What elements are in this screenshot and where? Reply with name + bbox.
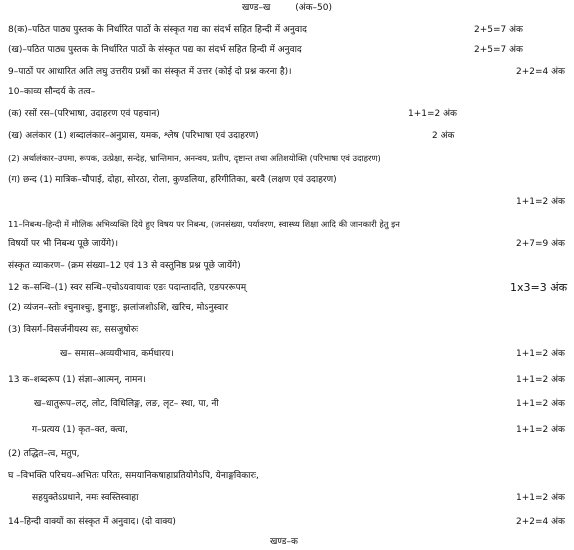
line-14: 14–हिन्दी वाक्यों का संस्कृत में अनुवाद। (दो वाक्य) — [8, 517, 176, 527]
line-12a3: (3) विसर्ग–विसर्जनीयस्य सः, ससजुषोरुः — [8, 325, 139, 335]
line-10c: (ग) छन्द (1) मात्रिक–चौपाई, दोहा, सोरठा, रोला, कुण्डलिया, हरिगीतिका, बरवै (लक्षण एवं उदाहरण) — [8, 175, 337, 185]
marks-13a: 1+1=2 अंक — [516, 375, 565, 385]
marks-8a: 2+5=7 अंक — [474, 25, 523, 35]
marks-12a: 1x3=3 अंक — [510, 281, 568, 294]
marks-10b: 2 अंक — [432, 131, 455, 141]
line-13b: ख–धातुरूप–लट्, लोट, विधिलिङ्ग, लङ, लृट– स्था, पा, नी — [34, 399, 219, 409]
marks-13b: 1+1=2 अंक — [516, 399, 565, 409]
line-13c2: (2) तद्धित–त्व, मतुप, — [8, 449, 80, 459]
footer-section-title: खण्ड–क — [270, 537, 298, 547]
marks-12b: 1+1=2 अंक — [516, 349, 565, 359]
line-10b: (ख) अलंकार (1) शब्दालंकार–अनुप्रास, यमक, श्लेष (परिभाषा एवं उदाहरण) — [8, 131, 259, 141]
line-13d2: सहयुक्तेऽप्रधाने, नमः स्वस्तिस्वाहा — [32, 493, 139, 503]
marks-13d: 1+1=2 अंक — [516, 493, 565, 503]
section-title: खण्ड–ख — [242, 3, 271, 13]
line-grammar-heading: संस्कृत व्याकरण– (क्रम संख्या–12 एवं 13 से वस्तुनिष्ठ प्रश्न पूछे जायेंगे) — [8, 261, 241, 271]
section-marks-total: (अंक–50) — [295, 3, 332, 13]
marks-13c: 1+1=2 अंक — [516, 425, 565, 435]
marks-11: 2+7=9 अंक — [516, 239, 565, 249]
line-11: 11–निबन्ध–हिन्दी में मौलिक अभिव्यक्ति दिये हुए विषय पर निबन्ध, (जनसंख्या, पर्यावरण, स्वास्थ्य शिक्षा आदि की जानकारी हेतु इन — [8, 219, 400, 229]
line-10: 10–काव्य सौन्दर्य के तत्व– — [8, 87, 96, 97]
marks-9: 2+2=4 अंक — [516, 67, 565, 77]
line-12a: 12 क–सन्धि–(1) स्वर सन्धि–एचोऽयवायावः एङः पदान्तादति, एङपररूपम् — [8, 283, 247, 293]
line-10a: (क) रसों रस–(परिभाषा, उदाहरण एवं पहचान) — [8, 109, 160, 119]
section-heading — [242, 4, 332, 14]
marks-8b: 2+5=7 अंक — [474, 45, 523, 55]
marks-10c: 1+1=2 अंक — [516, 197, 565, 207]
line-10b2: (2) अर्थालंकार–उपमा, रूपक, उत्प्रेक्षा, सन्देह, भ्रान्तिमान, अनन्वय, प्रतीप, दृष्टान्त तथा अतिशयोक्ति (परिभाषा एवं उदाहरण) — [8, 153, 381, 163]
line-11b: विषयों पर भी निबन्ध पूछे जायेंगे)। — [8, 239, 118, 249]
line-8a: 8(क)–पठित पाठ्य पुस्तक के निर्धारित पाठों के संस्कृत गद्य का संदर्भ सहित हिन्दी में अनुवाद — [8, 25, 307, 35]
line-13a: 13 क–शब्दरूप (1) संज्ञा–आत्मन्, नामन। — [8, 375, 146, 385]
line-13c: ग–प्रत्यय (1) कृत–क्त, क्त्वा, — [32, 425, 128, 435]
line-12a2: (2) व्यंजन–स्तोः श्चुनाश्चुः, ष्टुनाष्टुः, झलांजशोऽशि, खरिच, मोऽनुस्वार — [8, 303, 229, 313]
line-8b: (ख)–पठित पाठ्य पुस्तक के निर्धारित पाठों के संस्कृत पद्य का संदर्भ सहित हिन्दी में अनुवाद — [8, 45, 302, 55]
marks-10a: 1+1=2 अंक — [408, 109, 457, 119]
marks-14: 2+2=4 अंक — [516, 517, 565, 527]
line-12b: ख– समास–अव्ययीभाव, कर्मधारय। — [60, 349, 174, 359]
line-13d: घ –विभक्ति परिचय–अभितः परितः, समयानिकषाहाप्रतियोगेऽपि, येनाङ्गविकारः, — [8, 471, 259, 481]
line-9: 9–पाठों पर आधारित अति लघु उत्तरीय प्रश्नों का संस्कृत में उत्तर (कोई दो प्रश्न करना है)। — [8, 67, 292, 77]
